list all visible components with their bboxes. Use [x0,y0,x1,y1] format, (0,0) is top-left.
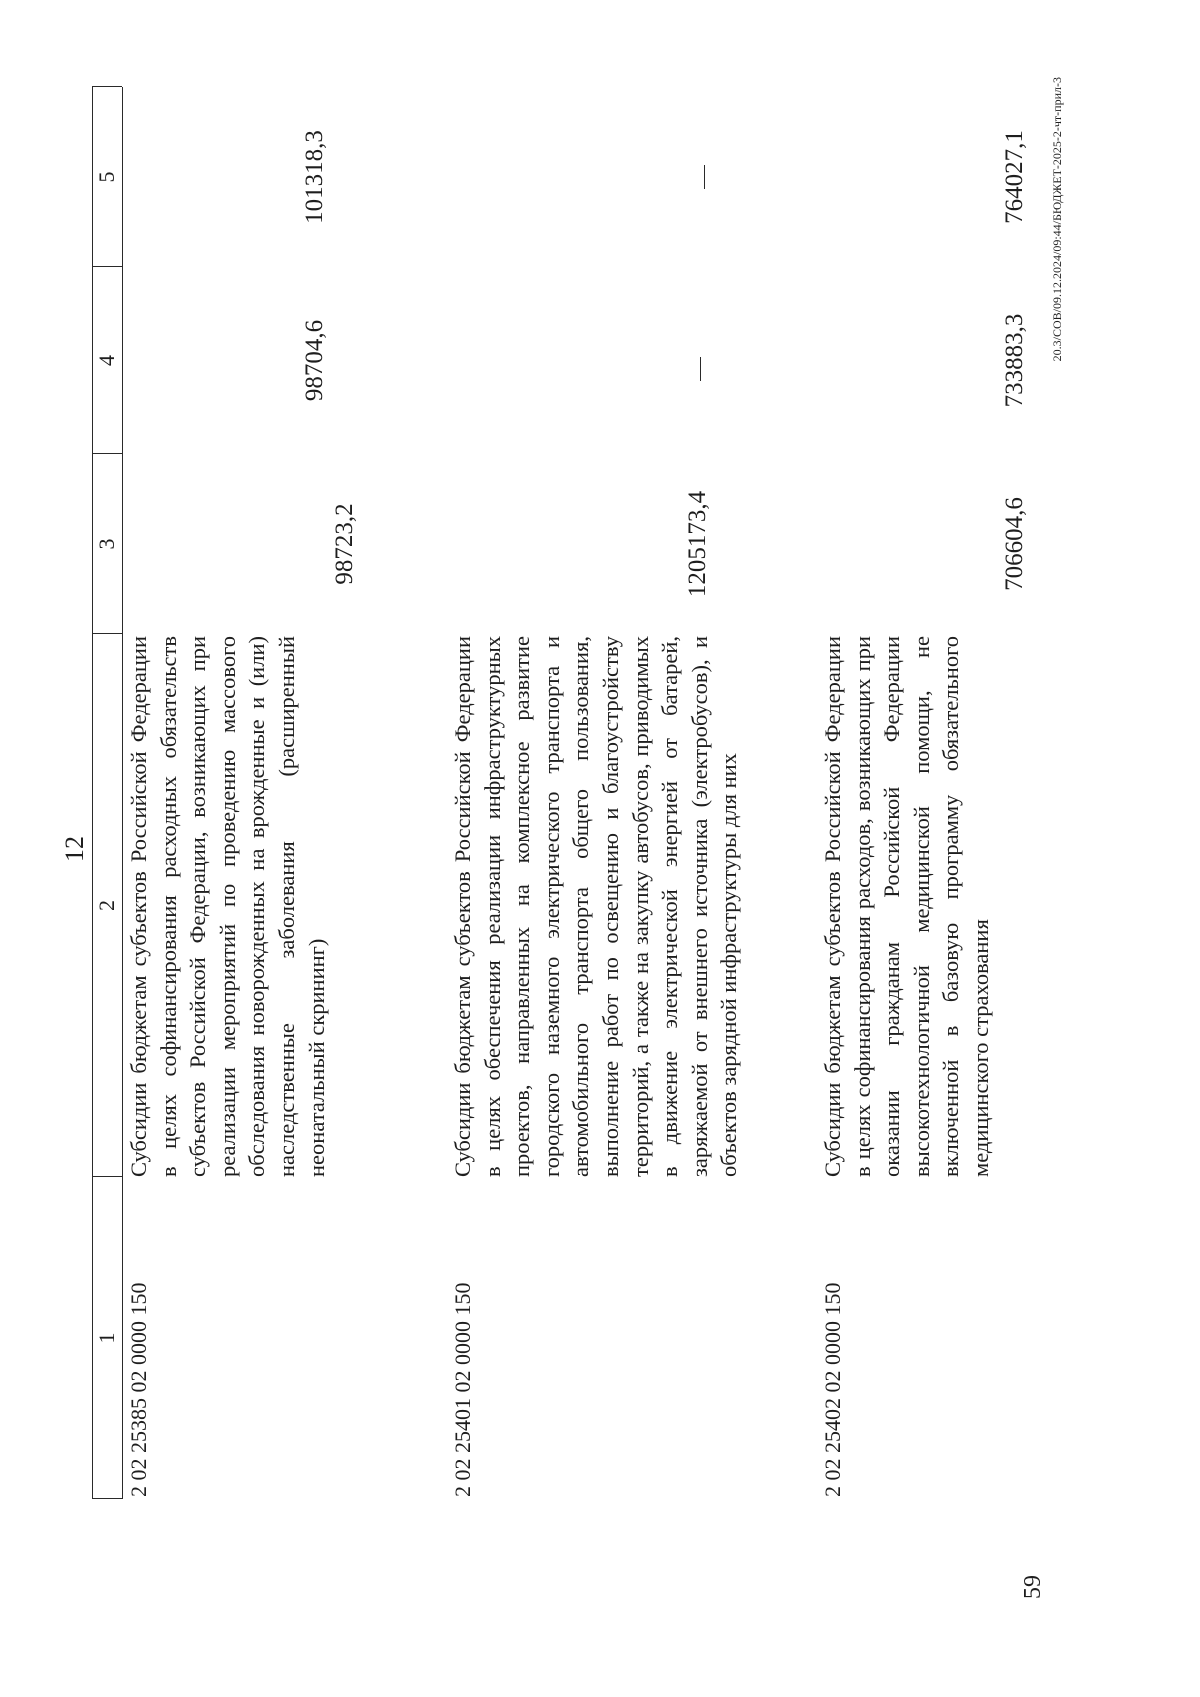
budget-code: 2 02 25385 02 0000 150 [126,1282,151,1497]
value-col-5 [690,87,691,267]
value-col-4: 98704,6 [301,319,328,402]
column-header-1: 1 [94,1332,119,1344]
dash-col-4 [700,357,701,381]
value-col-4 [690,267,691,454]
column-header-3: 3 [94,538,119,550]
footer-code: 20.3/СОВ/09.12.2024/09:44/БЮДЖЕТ-2025-2-чт-прил-3 [1050,77,1064,362]
value-col-3: 1205173,4 [684,490,711,598]
value-col-4: 733883,3 [1001,313,1028,408]
column-header-4: 4 [94,355,119,366]
row-description: Субсидии бюджетам субъектов Российской Федерации в целях софинансирования расходов, возникающих при оказании гражданам Российской Федерации высокотехнологичной медицинской помощи, не включенной в базовую программу обязательного медицинского страхования [820,636,993,1177]
row-description: Субсидии бюджетам субъектов Российской Федерации в целях софинансирования расходных обязательств субъектов Российской Федерации, возникающих при реализации мероприятий по проведению массового обследования новорожденных на врожденные и (или) наследственные заболевания (расширенный неонатальный скрининг) [126,636,329,1177]
value-col-5: 764027,1 [1001,130,1028,224]
table-header-bottom-border [122,87,123,1499]
column-header-5: 5 [94,171,119,183]
page-number: 12 [60,836,89,862]
budget-code: 2 02 25402 02 0000 150 [820,1282,845,1497]
row-description: Субсидии бюджетам субъектов Российской Федерации в целях обеспечения реализации инфраструктурных проектов, направленных на комплексное развитие городского наземного электрического транспорта и автомобильного транспорта общего пользования, выполнение работ по освещению и благоустройству территорий, а также на закупку автобусов, приводимых в движение электрической энергией от батарей, заряжаемой от внешнего источника (электробусов), и объектов зарядной инфраструктуры для них [450,636,742,1177]
value-col-5: 101318,3 [301,130,328,224]
column-header-2: 2 [94,900,119,911]
value-col-3: 706604,6 [1001,497,1028,591]
budget-code: 2 02 25401 02 0000 150 [450,1282,475,1497]
dash-col-5 [704,165,705,189]
value-col-3: 98723,2 [331,503,358,585]
sheet-number: 59 [1020,1575,1046,1599]
